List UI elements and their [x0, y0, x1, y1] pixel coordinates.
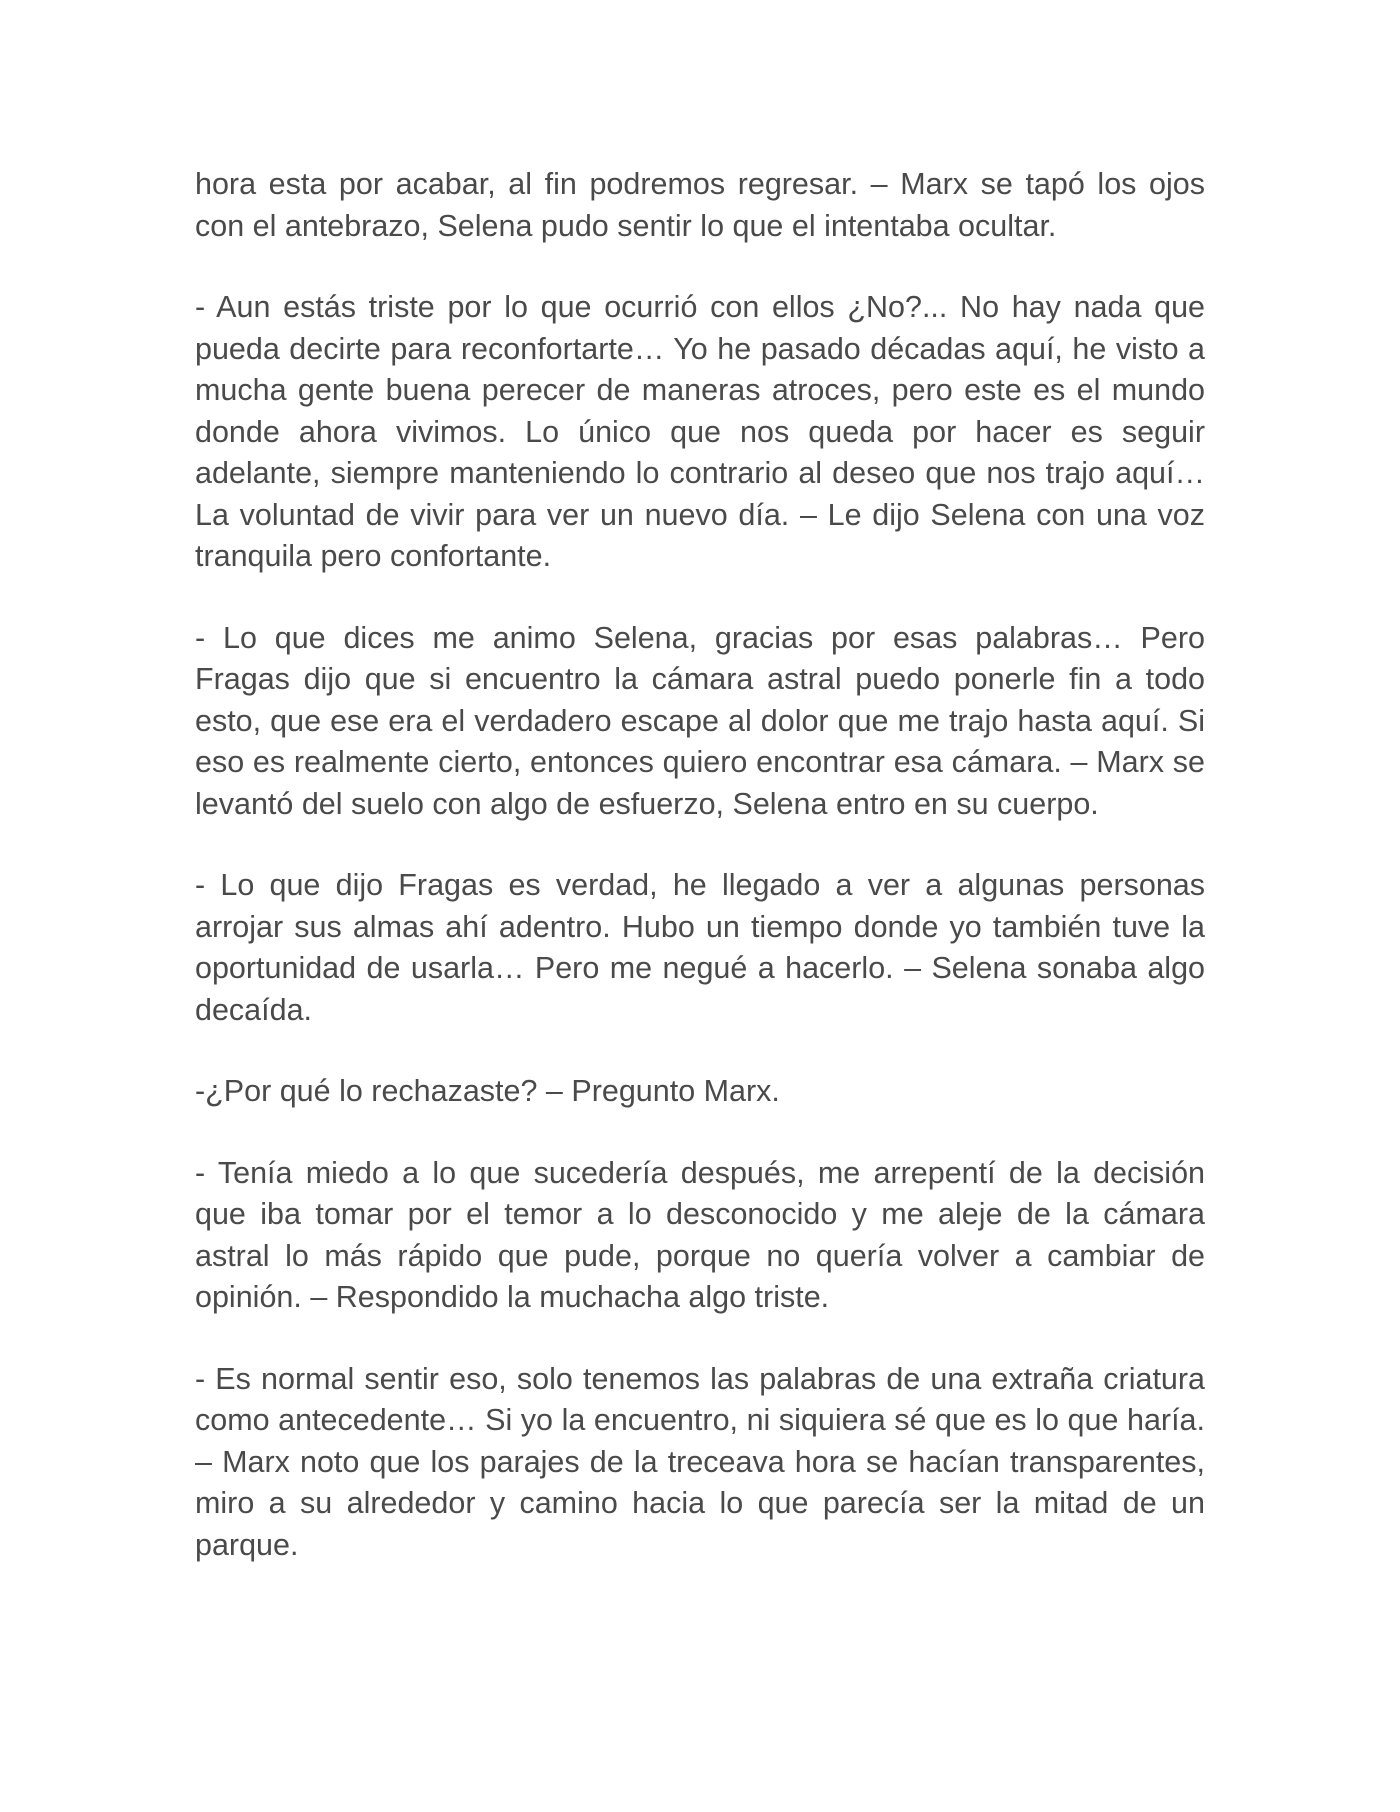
paragraph-1: hora esta por acabar, al fin podremos regresar. – Marx se tapó los ojos con el antebrazo, Selena pudo sentir lo que el intentaba ocultar.: [195, 167, 1205, 243]
paragraph-3: - Lo que dices me animo Selena, gracias por esas palabras… Pero Fragas dijo que si encuentro la cámara astral puedo ponerle fin a todo esto, que ese era el verdadero escape al dolor que me trajo hasta aquí. Si eso es realmente cierto, entonces quiero encontrar esa cámara. – Marx se levantó del suelo con algo de esfuerzo, Selena entro en su cuerpo.: [195, 620, 1205, 821]
paragraph-7: - Es normal sentir eso, solo tenemos las palabras de una extraña criatura como antecedente… Si yo la encuentro, ni siquiera sé que es lo que haría. – Marx noto que los parajes de la treceava hora se hacían transparentes, miro a su alrededor y camino hacia lo que parecía ser la mitad de un parque.: [195, 1361, 1205, 1562]
paragraph-2: - Aun estás triste por lo que ocurrió con ellos ¿No?... No hay nada que pueda decirte para reconfortarte… Yo he pasado décadas aquí, he visto a mucha gente buena perecer de maneras atroces, pero este es el mundo donde ahora vivimos. Lo único que nos queda por hacer es seguir adelante, siempre manteniendo lo contrario al deseo que nos trajo aquí… La voluntad de vivir para ver un nuevo día. – Le dijo Selena con una voz tranquila pero confortante.: [195, 290, 1205, 573]
paragraph-4: - Lo que dijo Fragas es verdad, he llegado a ver a algunas personas arrojar sus almas ahí adentro. Hubo un tiempo donde yo también tuve la oportunidad de usarla… Pero me negué a hacerlo. – Selena sonaba algo decaída.: [195, 868, 1205, 1027]
paragraph-5: -¿Por qué lo rechazaste? – Pregunto Marx.: [195, 1074, 780, 1108]
paragraph-6: - Tenía miedo a lo que sucedería después, me arrepentí de la decisión que iba tomar por el temor a lo desconocido y me aleje de la cámara astral lo más rápido que pude, porque no quería volver a cambiar de opinión. – Respondido la muchacha algo triste.: [195, 1155, 1205, 1314]
document-page: [195, 164, 1205, 1606]
